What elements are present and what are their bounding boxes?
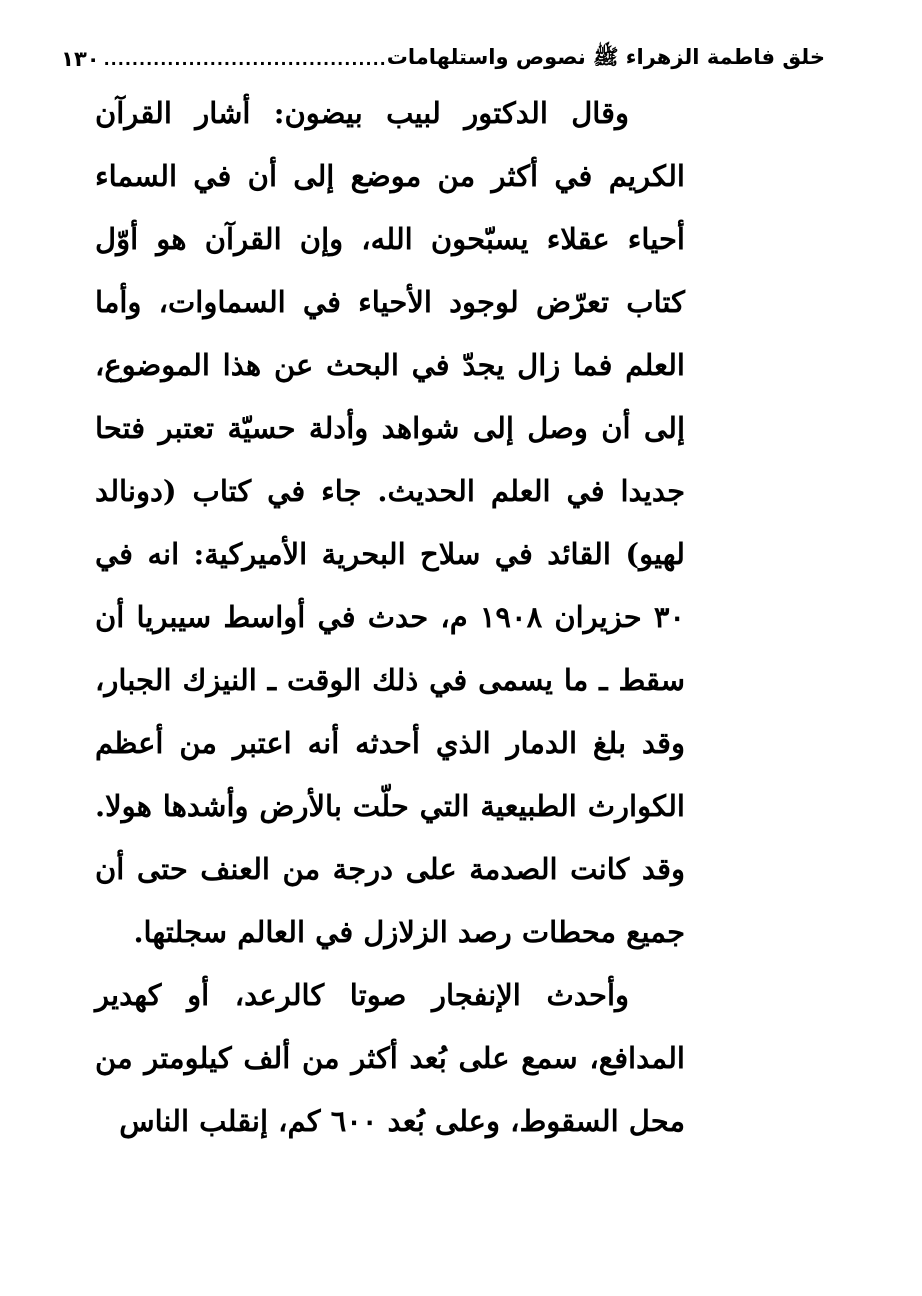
header-dots: ........................................ [103, 49, 387, 69]
paragraph-1: وقال الدكتور لبيب بيضون: أشار القرآن الكريم في أكثر من موضع إلى أن في السماء أحياء عقلاء يسبّحون الله، وإن القرآن هو أوّل كتاب تعرّض لوجود الأحياء في السماوات، وأما العلم فما زال يجدّ في البحث عن هذا الموضوع، إلى أن وصل إلى شواهد وأدلة حسيّة تعتبر فتحا جديدا في العلم الحديث. جاء في كتاب (دونالد لهيو) القائد في سلاح البحرية الأميركية: انه في ٣٠ حزيران ١٩٠٨ م، حدث في أواسط سيبريا أن سقط ـ ما يسمى في ذلك الوقت ـ النيزك الجبار، وقد بلغ الدمار الذي أحدثه أنه اعتبر من أعظم الكوارث الطبيعية التي حلّت بالأرض وأشدها هولا. وقد كانت الصدمة على درجة من العنف حتى أن جميع محطات رصد الزلازل في العالم سجلتها. [95, 96, 686, 949]
book-page [61, 36, 825, 1266]
body-text [95, 82, 685, 1153]
page-number: ١٣٠ [61, 47, 100, 71]
running-header [61, 36, 825, 82]
paragraph-2: وأحدث الإنفجار صوتا كالرعد، أو كهدير المدافع، سمع على بُعد أكثر من ألف كيلومتر من محل السقوط، وعلى بُعد ٦٠٠ كم، إنقلب الناس [95, 978, 685, 1138]
header-page-marker [61, 47, 387, 71]
header-title: خلق فاطمة الزهراء ﷺ نصوص واستلهامات [386, 44, 825, 69]
